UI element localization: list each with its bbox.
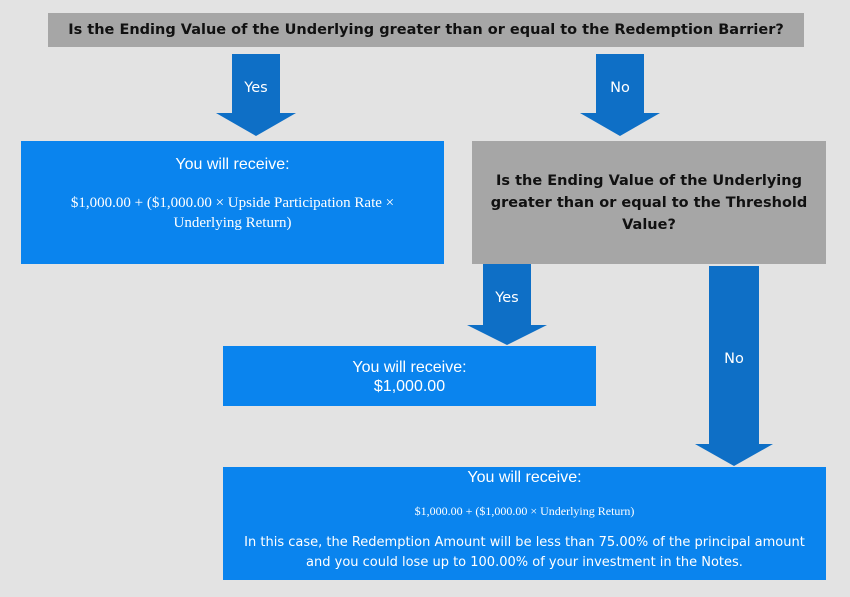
- outcome-yes-2-amount: $1,000.00: [373, 378, 446, 395]
- outcome-no-2-heading: You will receive:: [467, 469, 582, 486]
- outcome-yes-1-box: [21, 141, 444, 264]
- no-label-2: No: [724, 351, 744, 367]
- outcome-yes-2-heading: You will receive:: [352, 359, 467, 376]
- outcome-no-2-note: In this case, the Redemption Amount will be less than 75.00% of the principal amount and you could lose up to 100.00% of your investment in the Notes.: [244, 535, 805, 570]
- outcome-yes-2-box: [223, 346, 596, 406]
- question-2-text: Is the Ending Value of the Underlying greater than or equal to the Threshold Value?: [490, 172, 808, 233]
- outcome-yes-1-formula: $1,000.00 + ($1,000.00 × Upside Participation Rate × Underlying Return): [70, 195, 395, 231]
- question-1-box: [48, 13, 804, 47]
- outcome-no-2-formula: $1,000.00 + ($1,000.00 × Underlying Return): [414, 504, 635, 518]
- outcome-yes-1-heading: You will receive:: [175, 156, 290, 173]
- question-1-text: Is the Ending Value of the Underlying greater than or equal to the Redemption Barrier?: [68, 22, 784, 38]
- yes-label-1: Yes: [244, 80, 268, 96]
- no-label-1: No: [610, 80, 630, 96]
- question-2-box: [472, 141, 826, 264]
- yes-label-2: Yes: [495, 290, 519, 306]
- outcome-no-2-box: [223, 467, 826, 580]
